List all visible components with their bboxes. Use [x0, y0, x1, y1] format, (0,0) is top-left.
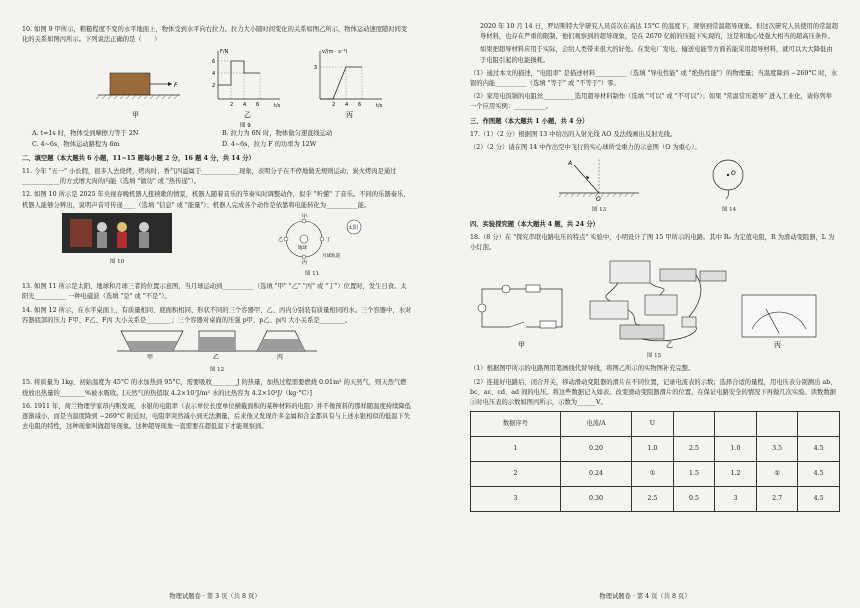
fig11-diagram — [252, 213, 372, 265]
figure-12 — [117, 327, 317, 375]
figure-10 — [62, 213, 172, 267]
section-2-heading: 二、填空题（本大题共 6 小题，11~15 题每小题 2 分，16 题 4 分，共 14 分） — [22, 154, 255, 162]
fig9-yi-xtick-4: 4 — [243, 102, 247, 109]
fig9-force-label: F — [174, 82, 178, 90]
table-cell: 0.30 — [561, 487, 632, 512]
table-header-row — [471, 412, 840, 437]
figure-9 — [40, 47, 420, 129]
fig9-yi-ytick-2: 2 — [212, 83, 216, 90]
table-cell: 3 — [715, 487, 757, 512]
fig13-label-a: A — [568, 160, 573, 168]
q18-part-1: （1）根据图甲所示的电路图用笔画线代替导线，将图乙所示的实物图补充完整。 — [470, 365, 695, 373]
fig11-yi-label: 乙 — [278, 236, 284, 243]
fig9-bing-time-label: t/s — [376, 103, 383, 110]
fig15-jia-schematic — [478, 285, 562, 349]
q12-text: 12. 如图 10 所示是 2025 年央视春晚机器人扭秧歌的情景，机器人随着音乐的节奏实时调整动作，似乎 "听懂" 了音乐。不同的乐器奏乐，机器人能够分辨出，说明声音可传递____（选填 "信息" 或 "能量"）；机器人完成各个动作是依靠将电能转化为__________能。 — [22, 191, 410, 209]
table-cell: 1.2 — [715, 462, 757, 487]
q14-text: 14. 如图 12 所示，在水平桌面上，有质量相同、底面积相同、形状不同的三个容器甲、乙、丙内分别装有质量相同的水。三个容器中，水对容器底部的压力 F甲、F乙、F丙 大小关系是________；三个容器对桌面的压强 p甲、p乙、p丙 大小关系是________。 — [22, 306, 412, 324]
fig9-bing-ytick-3: 3 — [314, 65, 318, 72]
section-3-heading: 三、作图题（本大题共 1 小题，共 4 分） — [470, 117, 589, 125]
fig9-yi-label: 乙 — [244, 111, 251, 120]
q10-option-b: B. 拉力为 6N 时，物体做匀速直线运动 — [222, 130, 333, 138]
q16-part-1: （1）通过本文的描述，"电阻率" 是描述材料__________（选填 "导电性能" 或 "绝热性能"）的物理量；当温度降到 −269°C 时，水银的内能__________（选填 "等于" 或 "不等于"）零。 — [470, 69, 838, 88]
figure-11 — [252, 213, 372, 279]
q10-option-c: C. 4~6s，物体运动路程为 6m — [32, 140, 120, 148]
table-cell: 1.0 — [715, 437, 757, 462]
fig13-label-o: O — [596, 196, 601, 202]
q15-text: 15. 将质量为 1kg、初始温度为 45°C 的水加热到 95°C，需要吸收________J 的热量，加热过程需要燃烧 0.01m³ 的天然气，则天然气燃烧放出热量的________%被水吸收。[天然气的热值取 4.2×10⁷J/m³ 水的比热容为 4.2×10³J/（kg·°C）] — [22, 379, 407, 397]
q13-text: 13. 如图 11 所示是太阳、地球和月球三者的位置示意图，当月球运动到__________（选填 "甲" "乙" "丙" 或 "丁"）位置时，发生日食。太阳光__________ 一种电磁波（选填 "是" 或 "不是"）。 — [22, 283, 407, 301]
fig12-containers — [117, 327, 317, 361]
fig12-jia-label: 甲 — [147, 354, 154, 362]
fig11-bing-label: 丙 — [302, 259, 308, 265]
fig9-yi-graph — [212, 49, 281, 119]
q11-text: 11. 今年 "五一" 小长假，很多人去烧烤，烤肉时，香气四溢属于____________现象，表明分子在不停地做无规则运动；炭火烤肉是通过____________的方式增大肉的内能（选填 "做功" 或 "热传递"）。 — [22, 168, 397, 186]
table-cell: 1.5 — [673, 462, 715, 487]
fig13-reflection — [554, 155, 644, 201]
fig15-bing-label: 丙 — [774, 341, 781, 350]
fig15-yi-apparatus — [590, 261, 726, 349]
fig15-caption: 图 15 — [646, 353, 662, 360]
fig11-ding-label: 丁 — [326, 236, 332, 243]
table-cell: 2 — [471, 462, 561, 487]
table-header-cell — [798, 412, 840, 437]
q10-stem: 10. 如图 9 甲所示，粗糙程度不变的水平地面上，物体受到水平向右拉力。拉力大小随时间变化的关系如图乙所示，物体运动速度随时间变化的关系如图丙所示。下列说法正确的是（ ） — [22, 26, 408, 44]
fig10-caption: 图 10 — [109, 259, 125, 266]
fig11-sun-label: 太阳 — [348, 224, 359, 231]
q18-stem: 18.（8 分）在 "探究串联电路电压的特点" 实验中，小明设计了图 15 甲所示的电路。其中 R₀ 为定值电阻，R 为滑动变阻器，L 为小灯泡。 — [470, 233, 835, 252]
fig9-bing-xtick-6: 6 — [358, 102, 362, 109]
table-header-cell — [673, 412, 715, 437]
figure-13 — [554, 155, 644, 215]
table-cell: 4.5 — [798, 462, 840, 487]
fig10-photo — [62, 213, 172, 253]
right-page-footer: 物理试题卷 · 第 4 页（共 8 页） — [599, 592, 691, 600]
fig9-bing-graph — [314, 49, 383, 119]
q10-option-a: A. t=1s 时，物体受到摩擦力等于 2N — [32, 130, 139, 138]
fig15-yi-label: 乙 — [666, 341, 673, 350]
fig11-jia-label: 甲 — [302, 213, 308, 220]
fig14-label-o: O — [731, 170, 736, 178]
right-page — [430, 0, 860, 608]
table-header-cell — [715, 412, 757, 437]
fig9-jia-label: 甲 — [132, 111, 139, 120]
table-cell: 1 — [471, 437, 561, 462]
table-row — [471, 437, 840, 462]
q16-part-2: （2）家用电饭锅的电阻丝__________选用超导材料制作（选填 "可以" 或 "不可以"）；如果 "常温常压超导" 进入工业化，请你列举一个应用实例：__________。 — [470, 93, 832, 111]
table-cell: 0.20 — [561, 437, 632, 462]
q17-part-2: （2）（2 分）请在图 14 中作出空中飞行的实心球所受重力的示意图（O 为重心）。 — [470, 144, 701, 152]
fig15-bing-voltmeter — [742, 295, 816, 349]
fig13-caption: 图 13 — [591, 207, 607, 214]
q18-part-2: （2）连接好电路后，闭合开关，移动滑动变阻器的滑片在不同位置，记录电流表的示数；选择合适的量程，用电压表分别测出 ab、bc、ac、cd、ad 间的电压。将这些数据记入如表。改变滑动变阻器滑片的位置，在保证电路安全的情况下再做几次实验。读数数据①时电压表的示数如图丙所示，示数为______V。 — [470, 378, 837, 407]
fig9-bing-xtick-4: 4 — [345, 102, 349, 109]
fig9-yi-time-label: t/s — [274, 103, 281, 110]
q16-text: 16. 1911 年，荷兰物理学家昂内斯发现，水银的电阻率（表示单位长度单位横截面积的某种材料的电阻）并不像预料的那样随温度持续降低逐渐减小，而是当温度降到 −269°C 附近时，电阻率突然减小到无法测量，后来他又发现许多金属和合金都具有与上述水银相似的低温下失去电阻的特性，这种现象叫做超导现象。这种超导现象一直需要在超低温下才能观察到。 — [22, 402, 411, 431]
fig9-yi-axis-label: F/N — [220, 49, 229, 56]
fig14-caption: 图 14 — [721, 207, 737, 214]
fig9-caption: 图 9 — [240, 123, 251, 130]
figure-15 — [470, 255, 830, 351]
table-header-cell: U — [632, 412, 674, 437]
fig14-ball — [704, 155, 754, 201]
fig9-yi-xtick-2: 2 — [230, 102, 234, 109]
fig15-jia-label: 甲 — [518, 341, 525, 350]
fig9-jia-block — [96, 73, 180, 119]
table-header-cell — [756, 412, 798, 437]
table-cell: 2.5 — [632, 487, 674, 512]
passage-paragraph-2: 如果把超导材料应用于实际，会给人类带来很大的好处。在发电厂发电、输送电能等方面若能采用超导材料，就可以大大降低由于电阻引起的电能损耗。 — [480, 46, 833, 64]
table-cell: ① — [632, 462, 674, 487]
fig9-bing-label: 丙 — [346, 111, 353, 120]
fig9-yi-ytick-4: 4 — [212, 71, 216, 78]
table-cell: 3 — [471, 487, 561, 512]
section-4-heading: 四、实验探究题（本大题共 4 题，共 24 分） — [470, 220, 599, 228]
table-row — [471, 487, 840, 512]
table-cell: 1.0 — [632, 437, 674, 462]
passage-paragraph-1: 2020 年 10 月 14 日，罗切斯特大学研究人员首次在高达 15°C 的温度下，观察到常温超导现象。但这次研究人员使用的常温超导材料，也存在严重的限制，他们观察到的超导现象，是在 2670 亿帕的压强下实现的，这是和地心处强大相当的超高压条件。 — [480, 23, 838, 41]
data-table — [470, 411, 840, 512]
fig11-earth-label: 地球 — [298, 245, 307, 251]
fig9-yi-ytick-6: 6 — [212, 59, 216, 66]
table-cell: 0.24 — [561, 462, 632, 487]
fig9-bing-xtick-2: 2 — [332, 102, 336, 109]
table-header-cell: 电流/A — [561, 412, 632, 437]
left-page-footer: 物理试题卷 · 第 3 页（共 8 页） — [169, 592, 261, 600]
table-cell: 0.5 — [673, 487, 715, 512]
fig12-caption: 图 12 — [209, 367, 225, 374]
fig12-bing-label: 丙 — [277, 354, 284, 362]
table-cell: 2.7 — [756, 487, 798, 512]
q17-part-1: 17.（1）（2 分）根据图 13 中给出的入射光线 AO 及法线画出反射光线。 — [470, 130, 677, 138]
table-cell: 4.5 — [798, 487, 840, 512]
fig9-yi-xtick-6: 6 — [256, 102, 260, 109]
fig11-caption: 图 11 — [304, 271, 320, 278]
table-cell: 4.5 — [798, 437, 840, 462]
fig9-bing-axis-label: v/(m · s⁻¹) — [322, 49, 348, 56]
table-cell: 3.5 — [756, 437, 798, 462]
fig12-yi-label: 乙 — [213, 354, 220, 362]
q10-option-d: D. 4~6s，拉力 F 的功率为 12W — [222, 140, 317, 148]
fig11-orbit-label: 月球轨道 — [322, 253, 340, 259]
table-cell: 2.5 — [673, 437, 715, 462]
table-row — [471, 462, 840, 487]
table-cell: ② — [756, 462, 798, 487]
figure-14 — [704, 155, 754, 215]
table-header-cell: 数据序号 — [471, 412, 561, 437]
